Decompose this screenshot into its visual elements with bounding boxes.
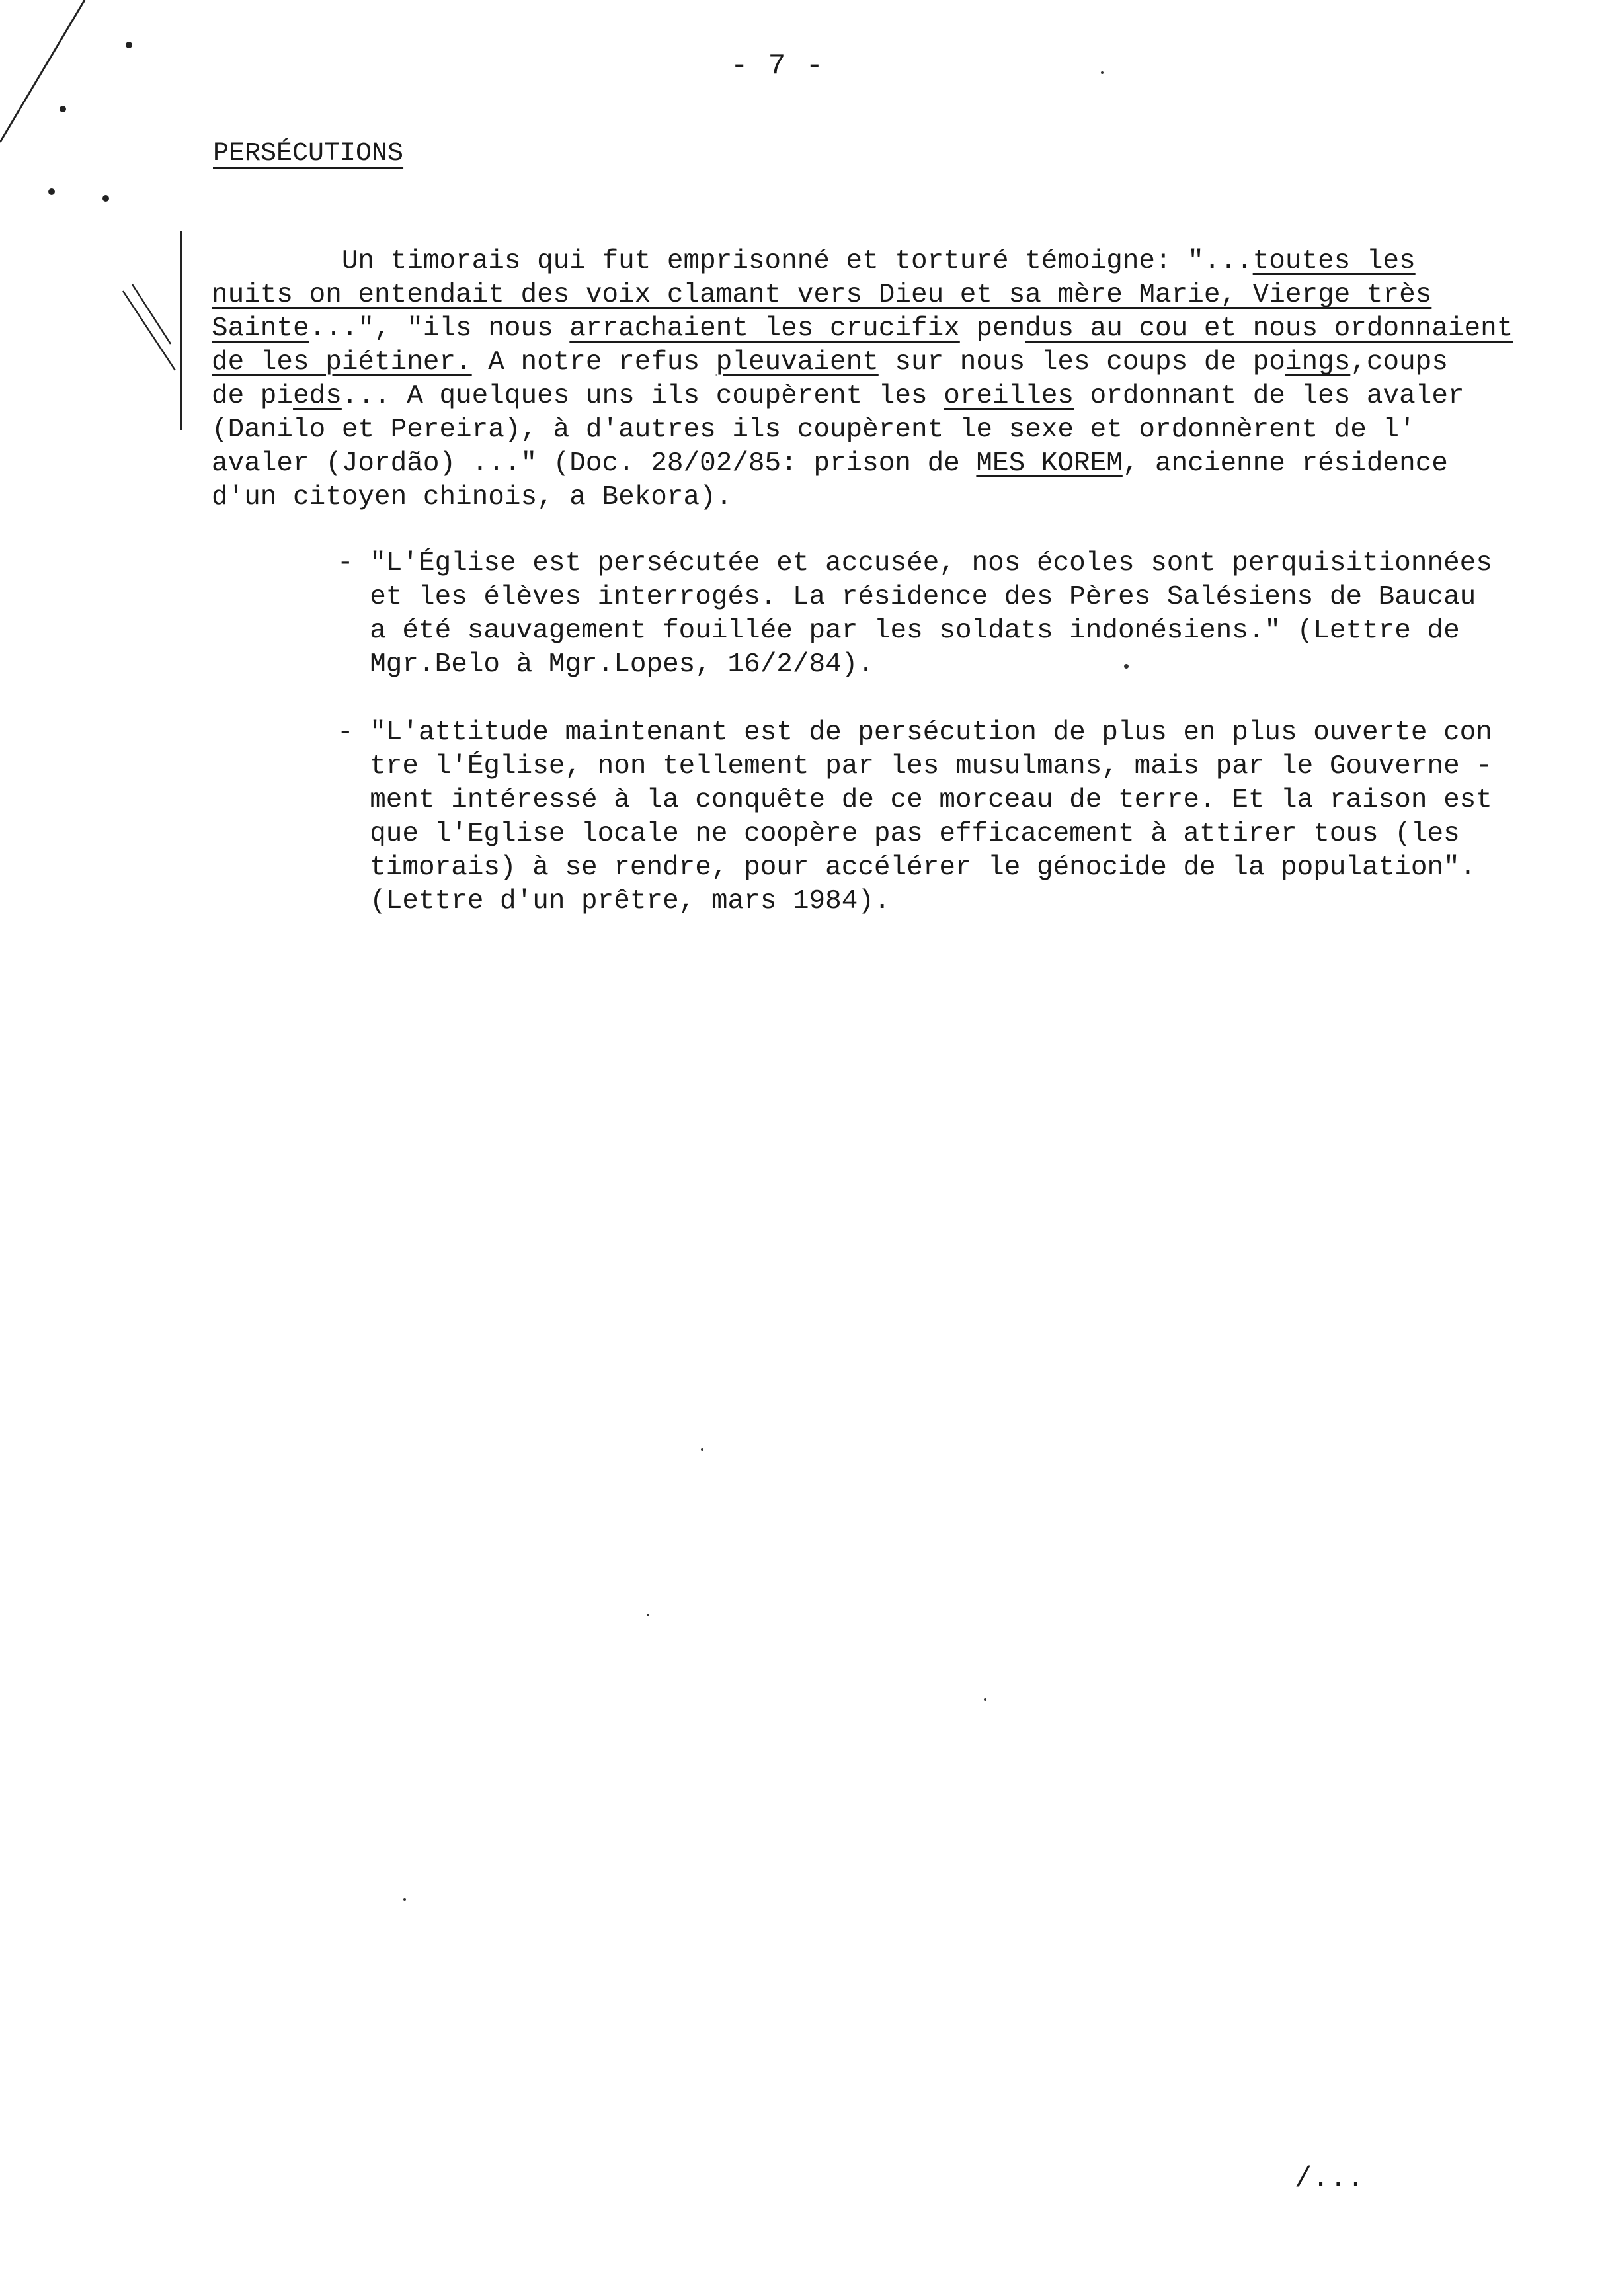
scan-speck [984, 1698, 986, 1701]
underlined-text: Sainte [212, 313, 309, 344]
section-heading: PERSÉCUTIONS [213, 139, 404, 169]
quote-line: tre l'Église, non tellement par les musulmans, mais par le Gouverne - [337, 751, 1492, 782]
quote-line: a été sauvagement fouillée par les soldats indonésiens." (Lettre de [337, 616, 1460, 646]
quote-line: et les élèves interrogés. La résidence des Pères Salésiens de Baucau [337, 582, 1476, 612]
quote-line: ment intéressé à la conquête de ce morceau de terre. Et la raison est [337, 785, 1492, 815]
paragraph-line [212, 312, 1547, 346]
quote-line: - "L'attitude maintenant est de persécution de plus en plus ouverte con [337, 718, 1492, 748]
quote-line: - "L'Église est persécutée et accusée, nos écoles sont perquisitionnées [337, 548, 1492, 579]
quote-line: Mgr.Belo à Mgr.Lopes, 16/2/84). [337, 649, 874, 680]
quote-line: que l'Eglise locale ne coopère pas efficacement à attirer tous (les [337, 819, 1460, 849]
quote-block-2 [337, 716, 1547, 919]
underlined-text: eds [293, 381, 342, 411]
page-number: - 7 - [731, 50, 825, 83]
underlined-text: ings [1285, 347, 1351, 378]
text-run: de pi [212, 381, 294, 411]
underlined-text: pleuvaient [715, 347, 879, 378]
margin-vertical-bar [180, 231, 182, 430]
text-run: ...", "ils nous [309, 313, 570, 344]
text-run: A notre refus [471, 347, 716, 378]
quote-line: (Lettre d'un prêtre, mars 1984). [337, 886, 891, 917]
text-run: (Danilo et Pereira), à d'autres ils coupèrent le sexe et ordonnèrent de l' [212, 415, 1416, 445]
paragraph-line [212, 380, 1547, 413]
text-run: Un timorais qui fut emprisonné et torturé témoigne: "... [212, 246, 1253, 276]
scan-speck [1124, 664, 1129, 669]
paragraph-line [212, 413, 1547, 447]
quote-block-1 [337, 547, 1547, 682]
scan-speck [647, 1614, 649, 1616]
scan-speck [1101, 71, 1104, 74]
underlined-text: arrachaient les crucifix [569, 313, 960, 344]
text-run: avaler (Jordão) ..." (Doc. 28/02/85: prison de [212, 448, 977, 479]
paragraph-line [212, 245, 1547, 278]
paragraph-line [212, 481, 1547, 514]
underlined-text: de les piétiner. [212, 347, 472, 378]
underlined-text: dus au cou et nous ordonnaient [1025, 313, 1513, 344]
text-run: pen [959, 313, 1025, 344]
text-run: , ancienne résidence [1122, 448, 1448, 479]
text-run: d'un citoyen chinois, a Bekora). [212, 482, 733, 512]
scan-speck [403, 1898, 406, 1901]
paragraph-line [212, 447, 1547, 481]
paragraph-line [212, 346, 1547, 380]
text-run: ,coups [1350, 347, 1448, 378]
continuation-mark: /... [1295, 2162, 1365, 2195]
testimony-paragraph [212, 245, 1547, 514]
underlined-text: toutes les [1252, 246, 1416, 276]
text-run: sur nous les coups de po [878, 347, 1285, 378]
scan-speck [701, 1448, 704, 1451]
text-run: ... A quelques uns ils coupèrent les [341, 381, 944, 411]
quote-line: timorais) à se rendre, pour accélérer le génocide de la population". [337, 852, 1476, 883]
underlined-text: nuits on entendait des voix clamant vers Dieu et sa mère Marie, Vierge très [212, 280, 1432, 310]
underlined-text: oreilles [944, 381, 1074, 411]
underlined-text: MES KOREM [976, 448, 1123, 479]
text-run: ordonnant de les avaler [1074, 381, 1465, 411]
paragraph-line [212, 278, 1547, 312]
